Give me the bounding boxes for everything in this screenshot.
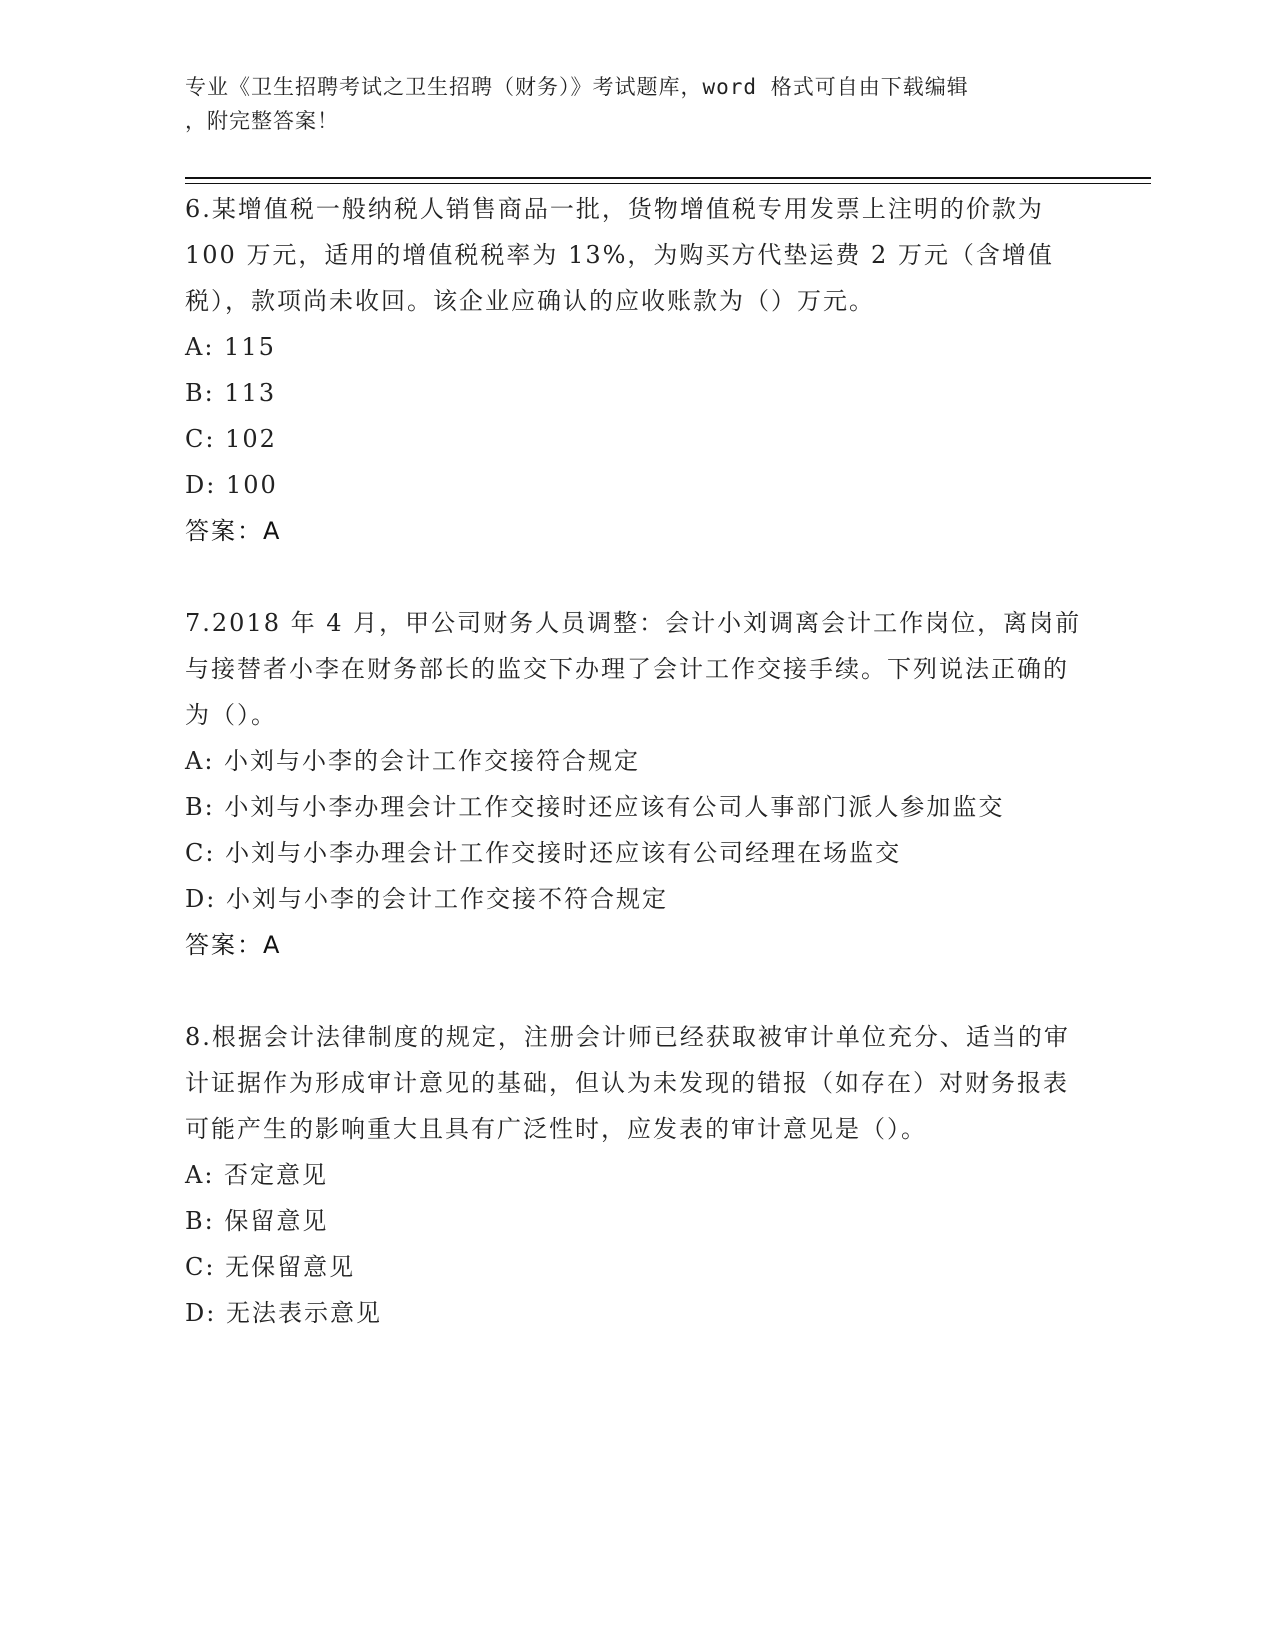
answer-line: 答案：A — [185, 931, 282, 959]
option-d: D: 100 — [185, 471, 278, 499]
option-b: B: 小刘与小李办理会计工作交接时还应该有公司人事部门派人参加监交 — [185, 793, 1005, 821]
question-stem: 7.2018 年 4 月，甲公司财务人员调整：会计小刘调离会计工作岗位，离岗前与接替者小李在财务部长的监交下办理了会计工作交接手续。下列说法正确的为（）。 — [185, 609, 1082, 729]
option-a: A: 小刘与小李的会计工作交接符合规定 — [185, 747, 641, 775]
question-spacer — [185, 968, 1085, 1014]
option-b: B: 113 — [185, 379, 277, 407]
header-divider-thin — [185, 183, 1151, 184]
option-c: C: 小刘与小李办理会计工作交接时还应该有公司经理在场监交 — [185, 839, 902, 867]
question-list — [185, 186, 1085, 1336]
option-c: C: 无保留意见 — [185, 1253, 356, 1281]
question-6 — [185, 186, 1085, 554]
option-a: A: 115 — [185, 333, 276, 361]
option-a: A: 否定意见 — [185, 1161, 329, 1189]
question-8 — [185, 1014, 1085, 1336]
question-7 — [185, 600, 1085, 968]
question-stem: 8.根据会计法律制度的规定，注册会计师已经获取被审计单位充分、适当的审计证据作为形成审计意见的基础，但认为未发现的错报（如存在）对财务报表可能产生的影响重大且具有广泛性时，应发表的审计意见是（）。 — [185, 1023, 1070, 1143]
question-spacer — [185, 554, 1085, 600]
header-line-2: ，附完整答案！ — [185, 109, 339, 133]
option-d: D: 小刘与小李的会计工作交接不符合规定 — [185, 885, 668, 913]
option-b: B: 保留意见 — [185, 1207, 329, 1235]
header-divider-thick — [185, 177, 1151, 179]
question-stem: 6.某增值税一般纳税人销售商品一批，货物增值税专用发票上注明的价款为 100 万元，适用的增值税税率为 13%，为购买方代垫运费 2 万元（含增值税），款项尚未收回。该企业应确认的应收账款为（）万元。 — [185, 195, 1054, 315]
option-c: C: 102 — [185, 425, 277, 453]
answer-line: 答案：A — [185, 517, 282, 545]
header-line-1: 专业《卫生招聘考试之卫生招聘（财务）》考试题库，word 格式可自由下载编辑 — [185, 75, 969, 99]
document-header — [185, 70, 1085, 138]
option-d: D: 无法表示意见 — [185, 1299, 382, 1327]
